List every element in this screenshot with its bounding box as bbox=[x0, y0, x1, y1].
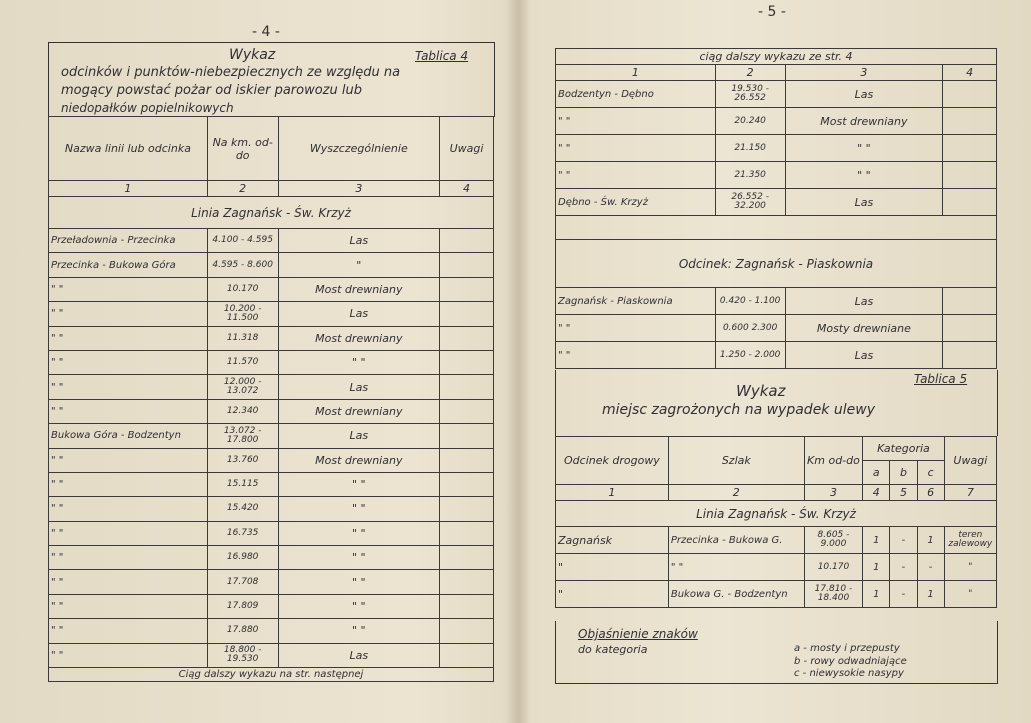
table-tag-5: Tablica 5 bbox=[914, 372, 968, 386]
row-km: 10.200 - 11.500 bbox=[207, 302, 278, 326]
row-name: " " bbox=[556, 108, 716, 135]
row-cat-a: 1 bbox=[863, 581, 890, 608]
row-name: " " bbox=[49, 546, 208, 570]
row-km: 8.605 - 9.000 bbox=[804, 527, 863, 554]
row-detail: Las bbox=[785, 189, 943, 216]
table-row bbox=[556, 135, 997, 162]
row-detail: " " bbox=[278, 350, 440, 374]
row-km: 0.600 2.300 bbox=[715, 315, 785, 342]
row-km: 4.595 - 8.600 bbox=[207, 253, 278, 277]
table-row bbox=[49, 521, 494, 545]
row-km: 15.115 bbox=[207, 472, 278, 496]
row-km: 13.072 - 17.800 bbox=[207, 424, 278, 448]
table-5 bbox=[555, 436, 997, 608]
row-name: Bodzentyn - Dębno bbox=[556, 81, 716, 108]
row-name: Przecinka - Bukowa Góra bbox=[49, 253, 208, 277]
table-row bbox=[49, 497, 494, 521]
row-segment: " bbox=[556, 554, 669, 581]
row-detail: " " bbox=[278, 570, 440, 594]
r-col-num-1: 1 bbox=[556, 65, 716, 81]
row-km: 17.810 - 18.400 bbox=[804, 581, 863, 608]
row-name: " " bbox=[49, 399, 208, 423]
legend-subtitle: do kategoria bbox=[578, 643, 648, 656]
table-row bbox=[49, 594, 494, 618]
row-remarks bbox=[440, 521, 494, 545]
table-row bbox=[49, 375, 494, 399]
row-detail: Las bbox=[785, 81, 943, 108]
t5-cat-c: c bbox=[917, 461, 944, 485]
row-name: " " bbox=[49, 643, 208, 667]
row-remarks bbox=[943, 81, 997, 108]
row-remarks bbox=[440, 399, 494, 423]
row-km: 15.420 bbox=[207, 497, 278, 521]
footer-note: Ciąg dalszy wykazu na str. następnej bbox=[49, 668, 494, 682]
table-row bbox=[49, 277, 494, 301]
row-detail: Most drewniany bbox=[785, 108, 943, 135]
t5-col-num-5: 5 bbox=[890, 485, 917, 501]
row-detail: Most drewniany bbox=[278, 448, 440, 472]
row-km: 17.880 bbox=[207, 619, 278, 643]
table-row bbox=[556, 315, 997, 342]
table-row bbox=[49, 229, 494, 253]
row-km: 12.340 bbox=[207, 399, 278, 423]
table-row bbox=[49, 546, 494, 570]
row-km: 17.809 bbox=[207, 594, 278, 618]
table5-title-box bbox=[555, 370, 998, 436]
table-row bbox=[556, 81, 997, 108]
table-row bbox=[49, 302, 494, 326]
row-km: 26.552 - 32.200 bbox=[715, 189, 785, 216]
t5-col-num-1: 1 bbox=[556, 485, 669, 501]
row-detail: Most drewniany bbox=[278, 277, 440, 301]
table-row bbox=[556, 342, 997, 369]
row-name: " " bbox=[49, 497, 208, 521]
table5-subtitle: miejsc zagrożonych na wypadek ulewy bbox=[602, 402, 875, 418]
row-km: 11.318 bbox=[207, 326, 278, 350]
row-km: 1.250 - 2.000 bbox=[715, 342, 785, 369]
table-row bbox=[556, 189, 997, 216]
row-remarks bbox=[943, 288, 997, 315]
row-km: 12.000 - 13.072 bbox=[207, 375, 278, 399]
page-number-left: - 4 - bbox=[252, 24, 280, 40]
t5-col-num-7: 7 bbox=[944, 485, 996, 501]
table-row bbox=[49, 399, 494, 423]
row-remarks bbox=[440, 594, 494, 618]
t5-header-remarks: Uwagi bbox=[944, 437, 996, 485]
row-name: " " bbox=[49, 350, 208, 374]
col-num-4: 4 bbox=[440, 181, 494, 197]
row-km: 0.420 - 1.100 bbox=[715, 288, 785, 315]
t5-header-km: Km od-do bbox=[804, 437, 863, 485]
row-remarks bbox=[943, 342, 997, 369]
table-row bbox=[49, 253, 494, 277]
t5-col-num-6: 6 bbox=[917, 485, 944, 501]
table-row bbox=[49, 643, 494, 667]
row-name: " " bbox=[49, 594, 208, 618]
row-km: 13.760 bbox=[207, 448, 278, 472]
row-name: Zagnańsk - Piaskownia bbox=[556, 288, 716, 315]
row-km: 16.735 bbox=[207, 521, 278, 545]
row-name: " " bbox=[49, 570, 208, 594]
row-remarks bbox=[440, 570, 494, 594]
row-detail: " " bbox=[278, 497, 440, 521]
row-remarks bbox=[440, 277, 494, 301]
row-detail: Las bbox=[278, 229, 440, 253]
row-segment: " bbox=[556, 581, 669, 608]
row-remarks bbox=[440, 472, 494, 496]
t5-header-category: Kategoria bbox=[863, 437, 944, 461]
row-detail: " " bbox=[278, 521, 440, 545]
row-remarks: " bbox=[944, 554, 996, 581]
row-detail: " " bbox=[785, 162, 943, 189]
row-detail: Mosty drewniane bbox=[785, 315, 943, 342]
row-name: Przeładownia - Przecinka bbox=[49, 229, 208, 253]
row-km: 10.170 bbox=[207, 277, 278, 301]
header-detail: Wyszczególnienie bbox=[278, 117, 440, 181]
row-remarks bbox=[943, 108, 997, 135]
row-cat-b: - bbox=[890, 554, 917, 581]
r-col-num-3: 3 bbox=[785, 65, 943, 81]
r-col-num-2: 2 bbox=[715, 65, 785, 81]
t5-col-num-3: 3 bbox=[804, 485, 863, 501]
row-name: " " bbox=[556, 342, 716, 369]
row-km: 19.530 - 26.552 bbox=[715, 81, 785, 108]
row-name: " " bbox=[49, 448, 208, 472]
table-row bbox=[49, 619, 494, 643]
row-detail: Most drewniany bbox=[278, 326, 440, 350]
table-row bbox=[556, 527, 997, 554]
row-detail: " " bbox=[278, 594, 440, 618]
row-remarks bbox=[440, 375, 494, 399]
row-cat-c: - bbox=[917, 554, 944, 581]
table5-title: Wykaz bbox=[736, 382, 786, 400]
row-detail: Las bbox=[278, 643, 440, 667]
row-remarks bbox=[943, 189, 997, 216]
t5-col-num-4: 4 bbox=[863, 485, 890, 501]
col-num-3: 3 bbox=[278, 181, 440, 197]
row-remarks bbox=[440, 497, 494, 521]
left-title-line4: niedopałków popielnikowych bbox=[61, 101, 234, 115]
table-row bbox=[556, 162, 997, 189]
row-remarks bbox=[943, 135, 997, 162]
row-detail: " bbox=[278, 253, 440, 277]
left-title-box bbox=[48, 42, 495, 117]
row-remarks bbox=[440, 424, 494, 448]
cont-title: ciąg dalszy wykazu ze str. 4 bbox=[556, 49, 997, 65]
row-remarks bbox=[440, 253, 494, 277]
row-remarks bbox=[440, 326, 494, 350]
table-row bbox=[556, 288, 997, 315]
table-row bbox=[556, 108, 997, 135]
left-table bbox=[48, 116, 494, 682]
row-route: " " bbox=[668, 554, 804, 581]
table-row bbox=[556, 581, 997, 608]
row-detail: Las bbox=[278, 375, 440, 399]
row-detail: Most drewniany bbox=[278, 399, 440, 423]
row-km: 11.570 bbox=[207, 350, 278, 374]
row-name: " " bbox=[49, 619, 208, 643]
row-detail: " " bbox=[278, 546, 440, 570]
row-remarks bbox=[440, 350, 494, 374]
row-name: " " bbox=[49, 472, 208, 496]
row-name: " " bbox=[556, 135, 716, 162]
legend-c: c - niewysokie nasypy bbox=[794, 668, 904, 679]
row-remarks: teren zalewowy bbox=[944, 527, 996, 554]
row-detail: Las bbox=[278, 302, 440, 326]
legend-b: b - rowy odwadniające bbox=[794, 656, 907, 667]
row-detail: Las bbox=[278, 424, 440, 448]
table-row bbox=[49, 448, 494, 472]
t5-section: Linia Zagnańsk - Św. Krzyż bbox=[556, 501, 997, 527]
section-title: Linia Zagnańsk - Św. Krzyż bbox=[49, 197, 494, 229]
row-remarks: " bbox=[944, 581, 996, 608]
legend-title: Objaśnienie znaków bbox=[578, 627, 698, 641]
row-km: 20.240 bbox=[715, 108, 785, 135]
row-cat-c: 1 bbox=[917, 527, 944, 554]
row-detail: Las bbox=[785, 288, 943, 315]
r-col-num-4: 4 bbox=[943, 65, 997, 81]
row-segment: Zagnańsk bbox=[556, 527, 669, 554]
row-detail: Las bbox=[785, 342, 943, 369]
row-km: 18.800 - 19.530 bbox=[207, 643, 278, 667]
col-num-1: 1 bbox=[49, 181, 208, 197]
row-name: Dębno - Św. Krzyż bbox=[556, 189, 716, 216]
row-name: Bukowa Góra - Bodzentyn bbox=[49, 424, 208, 448]
t5-cat-a: a bbox=[863, 461, 890, 485]
row-detail: " " bbox=[278, 472, 440, 496]
row-remarks bbox=[440, 619, 494, 643]
row-name: " " bbox=[49, 302, 208, 326]
row-cat-a: 1 bbox=[863, 554, 890, 581]
legend-box bbox=[555, 621, 998, 684]
section-2-title: Odcinek: Zagnańsk - Piaskownia bbox=[556, 240, 997, 288]
row-cat-b: - bbox=[890, 527, 917, 554]
row-detail: " " bbox=[278, 619, 440, 643]
row-remarks bbox=[440, 302, 494, 326]
table-row bbox=[49, 424, 494, 448]
row-cat-b: - bbox=[890, 581, 917, 608]
table-row bbox=[49, 350, 494, 374]
row-name: " " bbox=[49, 277, 208, 301]
row-name: " " bbox=[49, 521, 208, 545]
row-name: " " bbox=[49, 326, 208, 350]
row-name: " " bbox=[49, 375, 208, 399]
row-cat-c: 1 bbox=[917, 581, 944, 608]
table-tag-4: Tablica 4 bbox=[415, 49, 469, 63]
row-remarks bbox=[440, 643, 494, 667]
table-row bbox=[49, 326, 494, 350]
row-remarks bbox=[440, 448, 494, 472]
row-route: Przecinka - Bukowa G. bbox=[668, 527, 804, 554]
table-row bbox=[49, 570, 494, 594]
row-remarks bbox=[440, 546, 494, 570]
row-km: 21.150 bbox=[715, 135, 785, 162]
col-num-2: 2 bbox=[207, 181, 278, 197]
t5-header-route: Szlak bbox=[668, 437, 804, 485]
row-km: 4.100 - 4.595 bbox=[207, 229, 278, 253]
row-km: 21.350 bbox=[715, 162, 785, 189]
t5-header-segment: Odcinek drogowy bbox=[556, 437, 669, 485]
left-title-line2: odcinków i punktów-niebezpiecznych ze względu na bbox=[61, 65, 401, 80]
header-remarks: Uwagi bbox=[440, 117, 494, 181]
row-km: 17.708 bbox=[207, 570, 278, 594]
row-detail: " " bbox=[785, 135, 943, 162]
row-remarks bbox=[943, 162, 997, 189]
row-km: 10.170 bbox=[804, 554, 863, 581]
page-number-right: - 5 - bbox=[758, 4, 786, 20]
t5-cat-b: b bbox=[890, 461, 917, 485]
table-row bbox=[49, 472, 494, 496]
row-name: " " bbox=[556, 162, 716, 189]
header-km: Na km. od-do bbox=[207, 117, 278, 181]
t5-col-num-2: 2 bbox=[668, 485, 804, 501]
legend-a: a - mosty i przepusty bbox=[794, 643, 900, 654]
left-title: Wykaz bbox=[229, 47, 276, 63]
header-name: Nazwa linii lub odcinka bbox=[49, 117, 208, 181]
blank-row bbox=[556, 216, 997, 240]
row-km: 16.980 bbox=[207, 546, 278, 570]
row-name: " " bbox=[556, 315, 716, 342]
row-remarks bbox=[440, 229, 494, 253]
row-route: Bukowa G. - Bodzentyn bbox=[668, 581, 804, 608]
row-remarks bbox=[943, 315, 997, 342]
left-title-line3: mogący powstać pożar od iskier parowozu lub bbox=[61, 83, 362, 98]
row-cat-a: 1 bbox=[863, 527, 890, 554]
right-table-continued bbox=[555, 48, 997, 369]
table-row bbox=[556, 554, 997, 581]
